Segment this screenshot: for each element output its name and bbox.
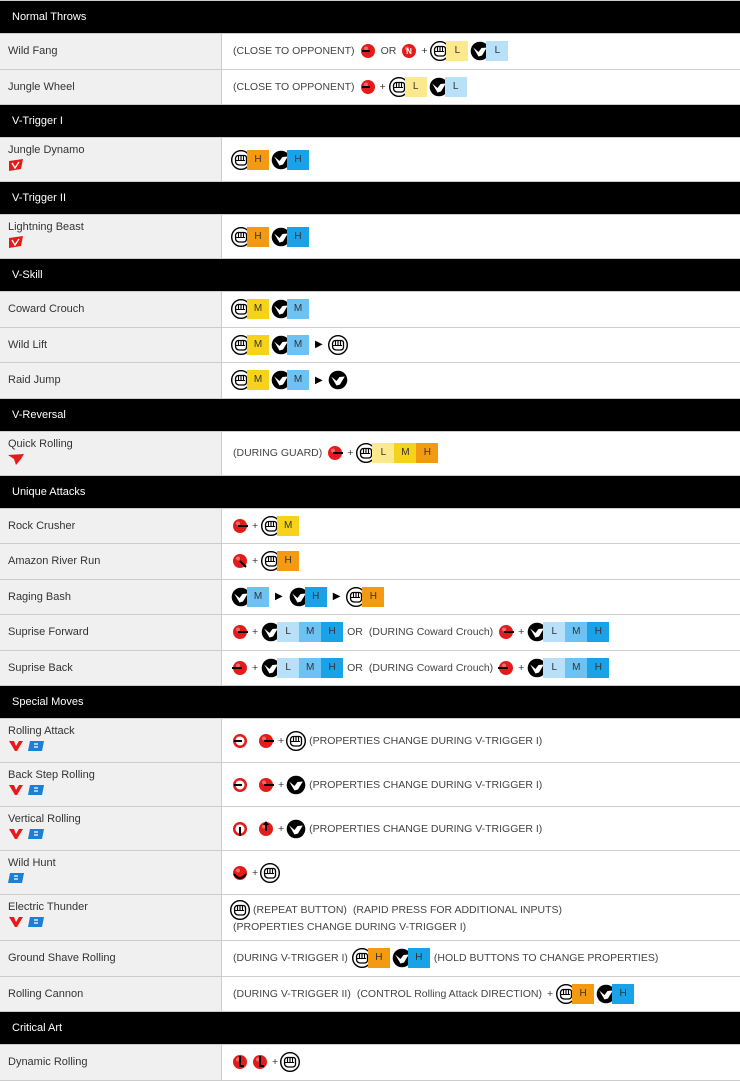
- fist-icon: [280, 1052, 300, 1072]
- v-trigger-badge-icon: [8, 916, 24, 928]
- move-row: [0, 1045, 740, 1081]
- command: H H: [222, 138, 740, 181]
- move-name: Wild Lift: [8, 338, 48, 351]
- fist-icon: [328, 335, 348, 355]
- section-unique-attacks: Unique Attacks: [0, 476, 740, 509]
- move-row: [0, 432, 740, 476]
- command: M M ▶: [222, 328, 740, 363]
- move-name: Electric Thunder: [8, 901, 88, 913]
- forward-direction-icon: [258, 733, 274, 749]
- ex-badge-icon: [28, 740, 44, 752]
- command: +: [222, 851, 740, 894]
- move-name: Ground Shave Rolling: [8, 952, 116, 965]
- neutral-direction-icon: [401, 43, 417, 59]
- charge-back-direction-icon: [232, 733, 248, 749]
- v-trigger-badge-icon: [8, 236, 24, 248]
- move-name: Lightning Beast: [8, 221, 84, 233]
- command: M M: [222, 292, 740, 327]
- down-forward-direction-icon: [232, 553, 248, 569]
- section-critical-art: Critical Art: [0, 1012, 740, 1045]
- move-name: Quick Rolling: [8, 437, 73, 450]
- quarter-circle-direction-icon: [232, 865, 248, 881]
- move-row: [0, 763, 740, 807]
- move-row: [0, 215, 740, 259]
- move-name: Rock Crusher: [8, 519, 76, 532]
- back-direction-icon: [327, 445, 343, 461]
- command: (DURING V-TRIGGER I) H H (HOLD BUTTONS TO CHANGE PROPERTIES): [222, 941, 740, 976]
- command: M M ▶: [222, 363, 740, 398]
- command: H H: [222, 215, 740, 258]
- move-name: Dynamic Rolling: [8, 1056, 88, 1069]
- section-vtrigger2: V-Trigger II: [0, 182, 740, 215]
- charge-down-direction-icon: [232, 821, 248, 837]
- move-row: [0, 895, 740, 941]
- command: (DURING GUARD) + L M H: [222, 432, 740, 475]
- command: + H: [222, 544, 740, 579]
- section-vskill: V-Skill: [0, 259, 740, 292]
- next-arrow-icon: ▶: [315, 339, 323, 351]
- charge-down-direction-icon: [252, 1054, 268, 1070]
- forward-direction-icon: [258, 777, 274, 793]
- command: (DURING V-TRIGGER II) (CONTROL Rolling Attack DIRECTION) + H H: [222, 977, 740, 1012]
- command: (REPEAT BUTTON) (RAPID PRESS FOR ADDITIONAL INPUTS) (PROPERTIES CHANGE DURING V-TRIGGER I): [222, 895, 740, 940]
- v-trigger-badge-icon: [8, 784, 24, 796]
- command: (CLOSE TO OPPONENT) OR N + L L: [222, 34, 740, 69]
- forward-direction-icon: [498, 624, 514, 640]
- boot-icon: [286, 775, 306, 795]
- section-vtrigger1: V-Trigger I: [0, 105, 740, 138]
- ex-badge-icon: [28, 784, 44, 796]
- command: + M: [222, 509, 740, 544]
- move-row: [0, 941, 740, 977]
- move-row: [0, 70, 740, 106]
- command: (CLOSE TO OPPONENT) + L L: [222, 70, 740, 105]
- command: + L M H OR (DURING Coward Crouch) + L M H: [222, 615, 740, 650]
- v-trigger-badge-icon: [8, 740, 24, 752]
- move-name: Suprise Back: [8, 661, 73, 674]
- v-trigger-badge-icon: [8, 828, 24, 840]
- ex-badge-icon: [28, 916, 44, 928]
- boot-icon: [286, 819, 306, 839]
- move-row: [0, 363, 740, 399]
- move-name: Jungle Wheel: [8, 80, 75, 93]
- move-row: [0, 615, 740, 651]
- move-name: Suprise Forward: [8, 626, 89, 639]
- charge-down-direction-icon: [232, 1054, 248, 1070]
- move-name: Back Step Rolling: [8, 769, 95, 781]
- move-row: [0, 651, 740, 687]
- svg-text:N: N: [406, 47, 413, 57]
- move-row: [0, 851, 740, 895]
- command: M ▶ H ▶ H: [222, 580, 740, 615]
- section-special-moves: Special Moves: [0, 686, 740, 719]
- section-vreversal: V-Reversal: [0, 399, 740, 432]
- next-arrow-icon: ▶: [275, 591, 283, 603]
- move-row: [0, 544, 740, 580]
- section-normal-throws: Normal Throws: [0, 1, 740, 34]
- ex-badge-icon: [28, 828, 44, 840]
- next-arrow-icon: ▶: [332, 591, 341, 603]
- ex-badge-icon: [8, 872, 24, 884]
- charge-back-direction-icon: [232, 777, 248, 793]
- command: + (PROPERTIES CHANGE DURING V-TRIGGER I): [222, 807, 740, 850]
- forward-direction-icon: [232, 624, 248, 640]
- fist-icon: [286, 731, 306, 751]
- v-trigger-badge-icon: [8, 159, 24, 171]
- move-name: Rolling Cannon: [8, 987, 84, 1000]
- back-direction-icon: [360, 79, 376, 95]
- move-name: Wild Hunt: [8, 857, 56, 869]
- move-name: Wild Fang: [8, 45, 58, 58]
- move-row: [0, 138, 740, 182]
- command: +: [222, 1045, 740, 1080]
- back-direction-icon: [360, 43, 376, 59]
- move-row: [0, 719, 740, 763]
- next-arrow-icon: ▶: [315, 374, 323, 386]
- move-name: Coward Crouch: [8, 303, 85, 316]
- boot-icon: [328, 370, 348, 390]
- back-direction-icon: [498, 660, 514, 676]
- forward-direction-icon: [232, 518, 248, 534]
- move-name: Raging Bash: [8, 590, 71, 603]
- move-name: Jungle Dynamo: [8, 144, 85, 156]
- move-row: [0, 328, 740, 364]
- command: + (PROPERTIES CHANGE DURING V-TRIGGER I): [222, 719, 740, 762]
- move-row: [0, 807, 740, 851]
- move-row: [0, 977, 740, 1013]
- move-row: [0, 509, 740, 545]
- fist-icon: [230, 900, 250, 920]
- v-reversal-badge-icon: [8, 453, 24, 465]
- move-row: [0, 292, 740, 328]
- move-name: Vertical Rolling: [8, 813, 81, 825]
- back-direction-icon: [232, 660, 248, 676]
- command: + (PROPERTIES CHANGE DURING V-TRIGGER I): [222, 763, 740, 806]
- move-name: Amazon River Run: [8, 555, 101, 568]
- fist-icon: [260, 863, 280, 883]
- move-row: [0, 34, 740, 70]
- move-name: Raid Jump: [8, 374, 61, 387]
- move-row: [0, 580, 740, 616]
- move-name: Rolling Attack: [8, 725, 75, 737]
- up-direction-icon: [258, 821, 274, 837]
- command: + L M H OR (DURING Coward Crouch) + L M H: [222, 651, 740, 686]
